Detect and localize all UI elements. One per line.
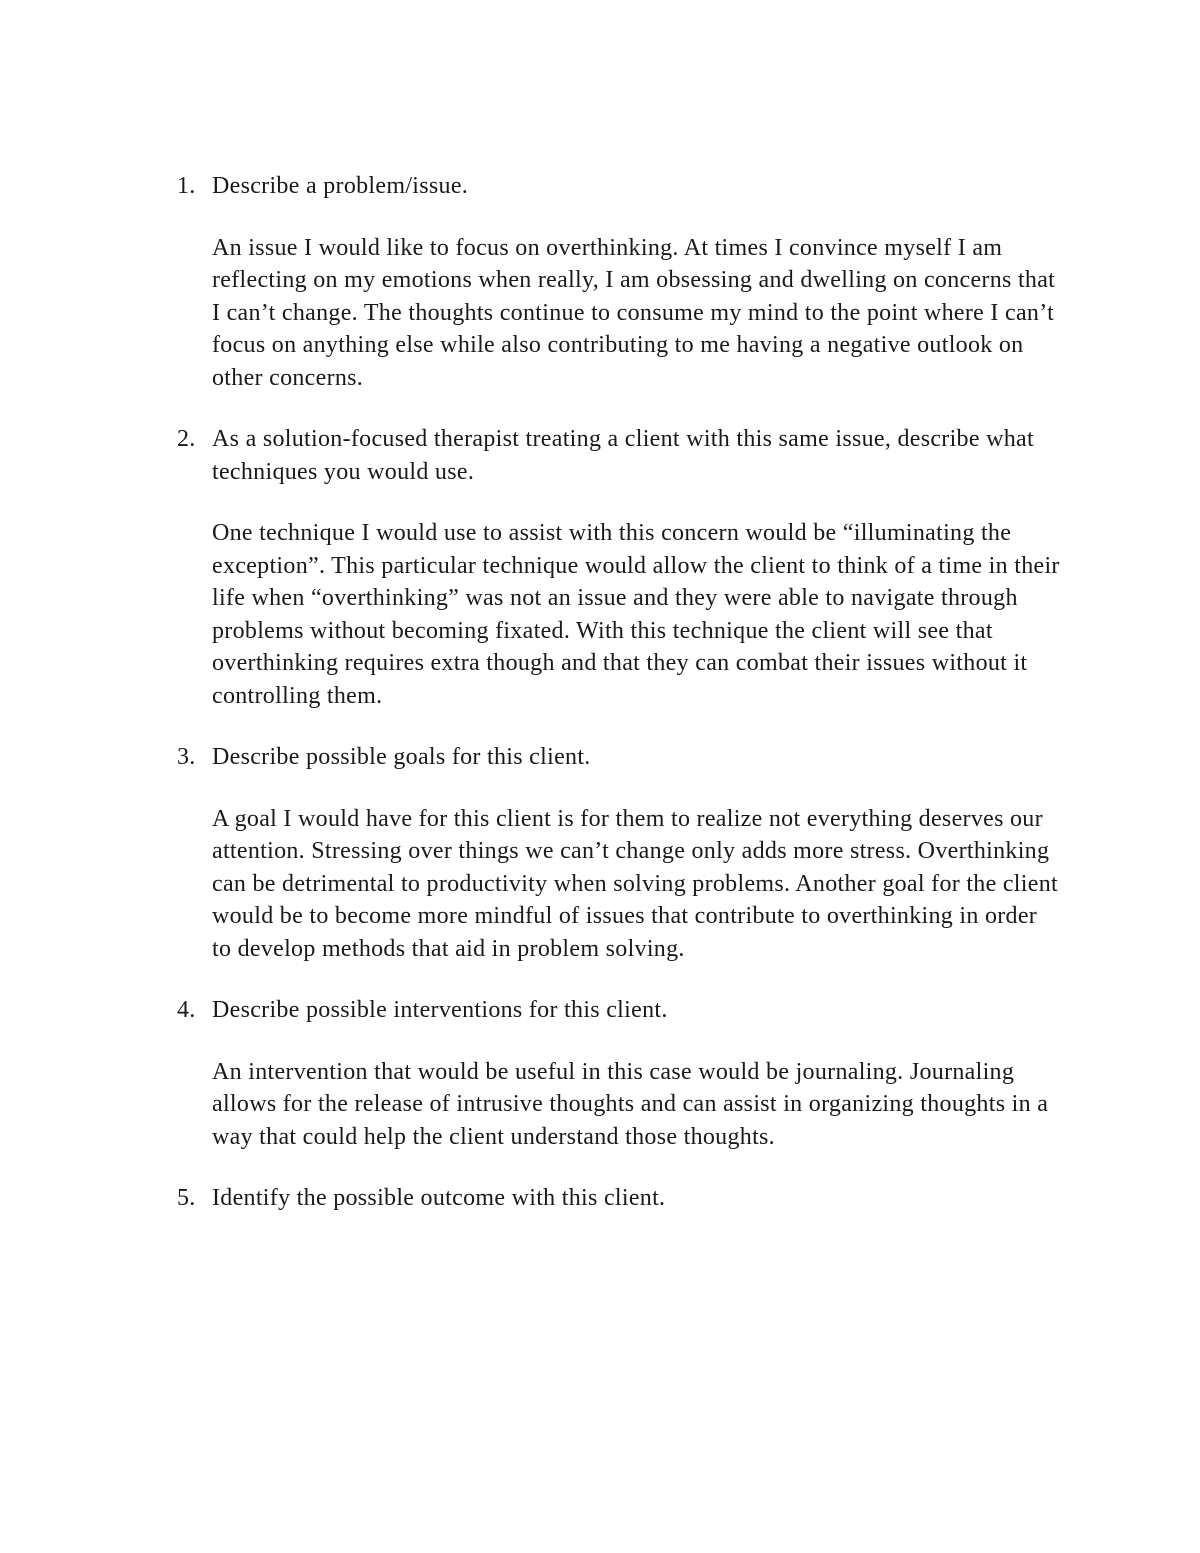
question-number: 1. (177, 173, 196, 199)
question-number: 2. (177, 426, 196, 452)
answer-text: An issue I would like to focus on overthinking. At times I convince myself I am reflecting on my emotions when really, I am obsessing and dwelling on concerns that I can’t change. The thoughts continue to consume my mind to the point where I can’t focus on anything else while also contributing to me having a negative outlook on other concerns. (212, 234, 1056, 391)
question-number: 3. (177, 744, 196, 770)
question-item-4 (172, 994, 1062, 1153)
answer-text: A goal I would have for this client is for them to realize not everything deserves our attention. Stressing over things we can’t change only adds more stress. Overthinking can be detrimental to productivity when solving problems. Another goal for the client would be to become more mindful of issues that contribute to overthinking in order to develop methods that aid in problem solving. (212, 805, 1058, 962)
question-text: Describe a problem/issue. (212, 173, 469, 199)
question-item-2 (172, 423, 1062, 712)
question-item-5 (172, 1182, 1062, 1215)
question-list (172, 170, 1062, 1244)
answer-text: One technique I would use to assist with this concern would be “illuminating the exception”. This particular technique would allow the client to think of a time in their life when “overthinking” was not an issue and they were able to navigate through problems without becoming fixated. With this technique the client will see that overthinking requires extra though and that they can combat their issues without it controlling them. (212, 520, 1060, 709)
question-text: Describe possible interventions for this client. (212, 997, 668, 1023)
question-item-3 (172, 741, 1062, 965)
question-number: 5. (177, 1185, 196, 1211)
question-text: As a solution-focused therapist treating a client with this same issue, describe what techniques you would use. (212, 426, 1034, 485)
question-number: 4. (177, 997, 196, 1023)
question-text: Identify the possible outcome with this client. (212, 1185, 666, 1211)
question-item-1 (172, 170, 1062, 394)
question-text: Describe possible goals for this client. (212, 744, 591, 770)
answer-text: An intervention that would be useful in this case would be journaling. Journaling allows for the release of intrusive thoughts and can assist in organizing thoughts in a way that could help the client understand those thoughts. (212, 1058, 1049, 1150)
